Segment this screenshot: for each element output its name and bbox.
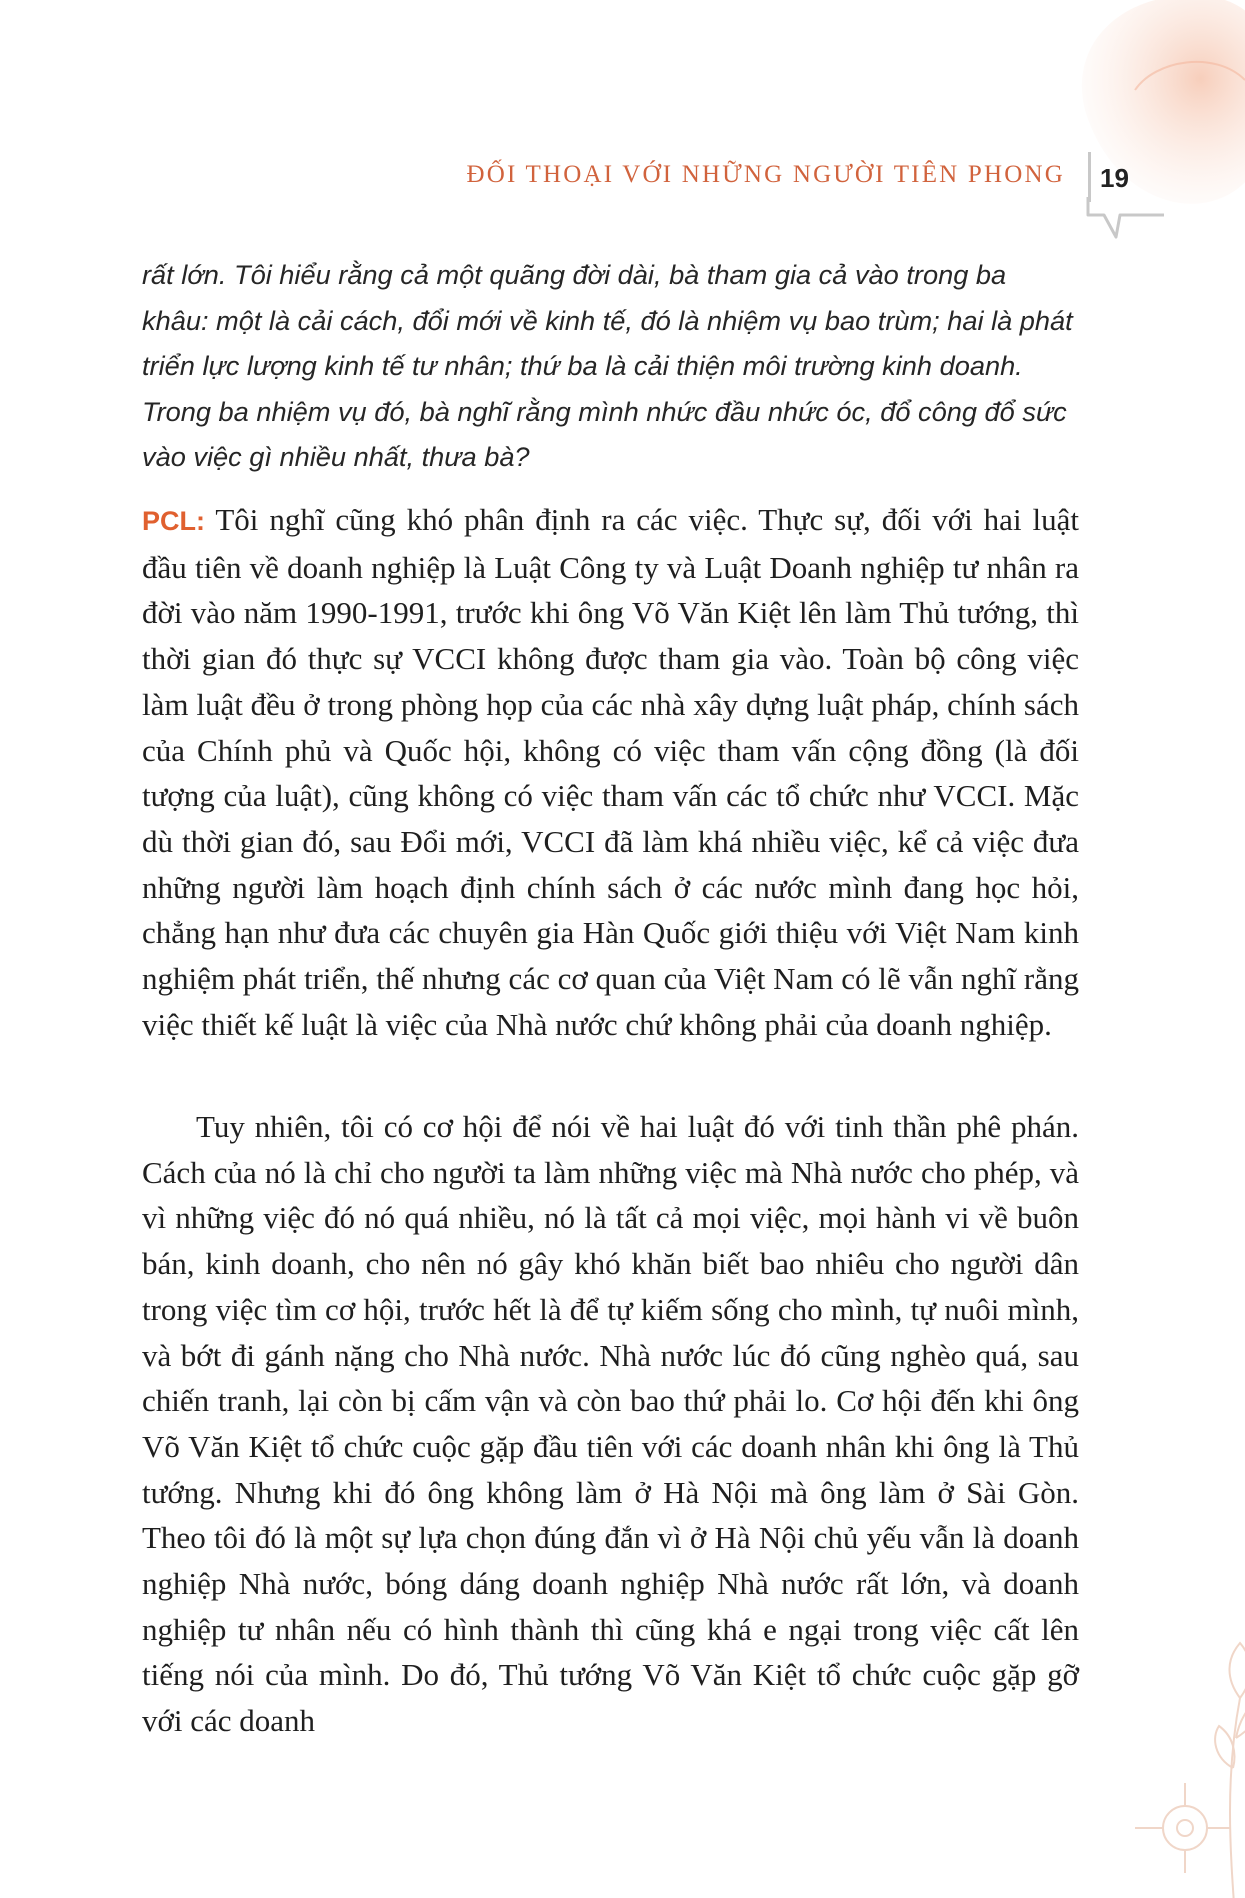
answer-paragraph-1 — [142, 497, 1079, 1047]
page-number: 19 — [1100, 163, 1129, 193]
speaker-label: PCL: — [142, 506, 205, 536]
speech-bubble-tail-icon — [1086, 195, 1166, 245]
interviewer-question: rất lớn. Tôi hiểu rằng cả một quãng đời dài, bà tham gia cả vào trong ba khâu: một là cải cách, đổi mới về kinh tế, đó là nhiệm vụ bao trùm; hai là phát triển lực lượng kinh tế tư nhân; thứ ba là cải thiện môi trường kinh doanh. Trong ba nhiệm vụ đó, bà nghĩ rằng mình nhức đầu nhức óc, đổ công đổ sức vào việc gì nhiều nhất, thưa bà? — [142, 259, 1073, 472]
running-title: ĐỐI THOẠI VỚI NHỮNG NGƯỜI TIÊN PHONG — [466, 161, 1065, 188]
answer-paragraph-2: Tuy nhiên, tôi có cơ hội để nói về hai luật đó với tinh thần phê phán. Cách của nó là chỉ cho người ta làm những việc mà Nhà nước cho phép, và vì những việc đó nó quá nhiều, nó là tất cả mọi việc, mọi hành vi về buôn bán, kinh doanh, cho nên nó gây khó khăn biết bao nhiêu cho người dân trong việc tìm cơ hội, trước hết là để tự kiếm sống cho mình, tự nuôi mình, và bớt đi gánh nặng cho Nhà nước. Nhà nước lúc đó cũng nghèo quá, sau chiến tranh, lại còn bị cấm vận và còn bao thứ phải lo. Cơ hội đến khi ông Võ Văn Kiệt tổ chức cuộc gặp đầu tiên với các doanh nhân khi ông là Thủ tướng. Nhưng khi đó ông không làm ở Hà Nội mà ông làm ở Sài Gòn. Theo tôi đó là một sự lựa chọn đúng đắn vì ở Hà Nội chủ yếu vẫn là doanh nghiệp Nhà nước, bóng dáng doanh nghiệp Nhà nước rất lớn, và doanh nghiệp tư nhân nếu có hình thành thì cũng khá e ngại trong việc cất lên tiếng nói của mình. Do đó, Thủ tướng Võ Văn Kiệt tổ chức cuộc gặp gỡ với các doanh — [142, 1109, 1079, 1739]
answer-text-1: Tôi nghĩ cũng khó phân định ra các việc. Thực sự, đối với hai luật đầu tiên về doanh nghiệp là Luật Công ty và Luật Doanh nghiệp tư nhân ra đời vào năm 1990-1991, trước khi ông Võ Văn Kiệt lên làm Thủ tướng, thì thời gian đó thực sự VCCI không được tham gia vào. Toàn bộ công việc làm luật đều ở trong phòng họp của các nhà xây dựng luật pháp, chính sách của Chính phủ và Quốc hội, không có việc tham vấn cộng đồng (là đối tượng của luật), cũng không có việc tham vấn các tổ chức như VCCI. Mặc dù thời gian đó, sau Đổi mới, VCCI đã làm khá nhiều việc, kể cả việc đưa những người làm hoạch định chính sách ở các nước mình đang học hỏi, chẳng hạn như đưa các chuyên gia Hàn Quốc giới thiệu với Việt Nam kinh nghiệm phát triển, thế nhưng các cơ quan của Việt Nam có lẽ vẫn nghĩ rằng việc thiết kế luật là việc của Nhà nước chứ không phải của doanh nghiệp. — [142, 502, 1079, 1042]
flower-sprig-icon — [1115, 1598, 1245, 1898]
